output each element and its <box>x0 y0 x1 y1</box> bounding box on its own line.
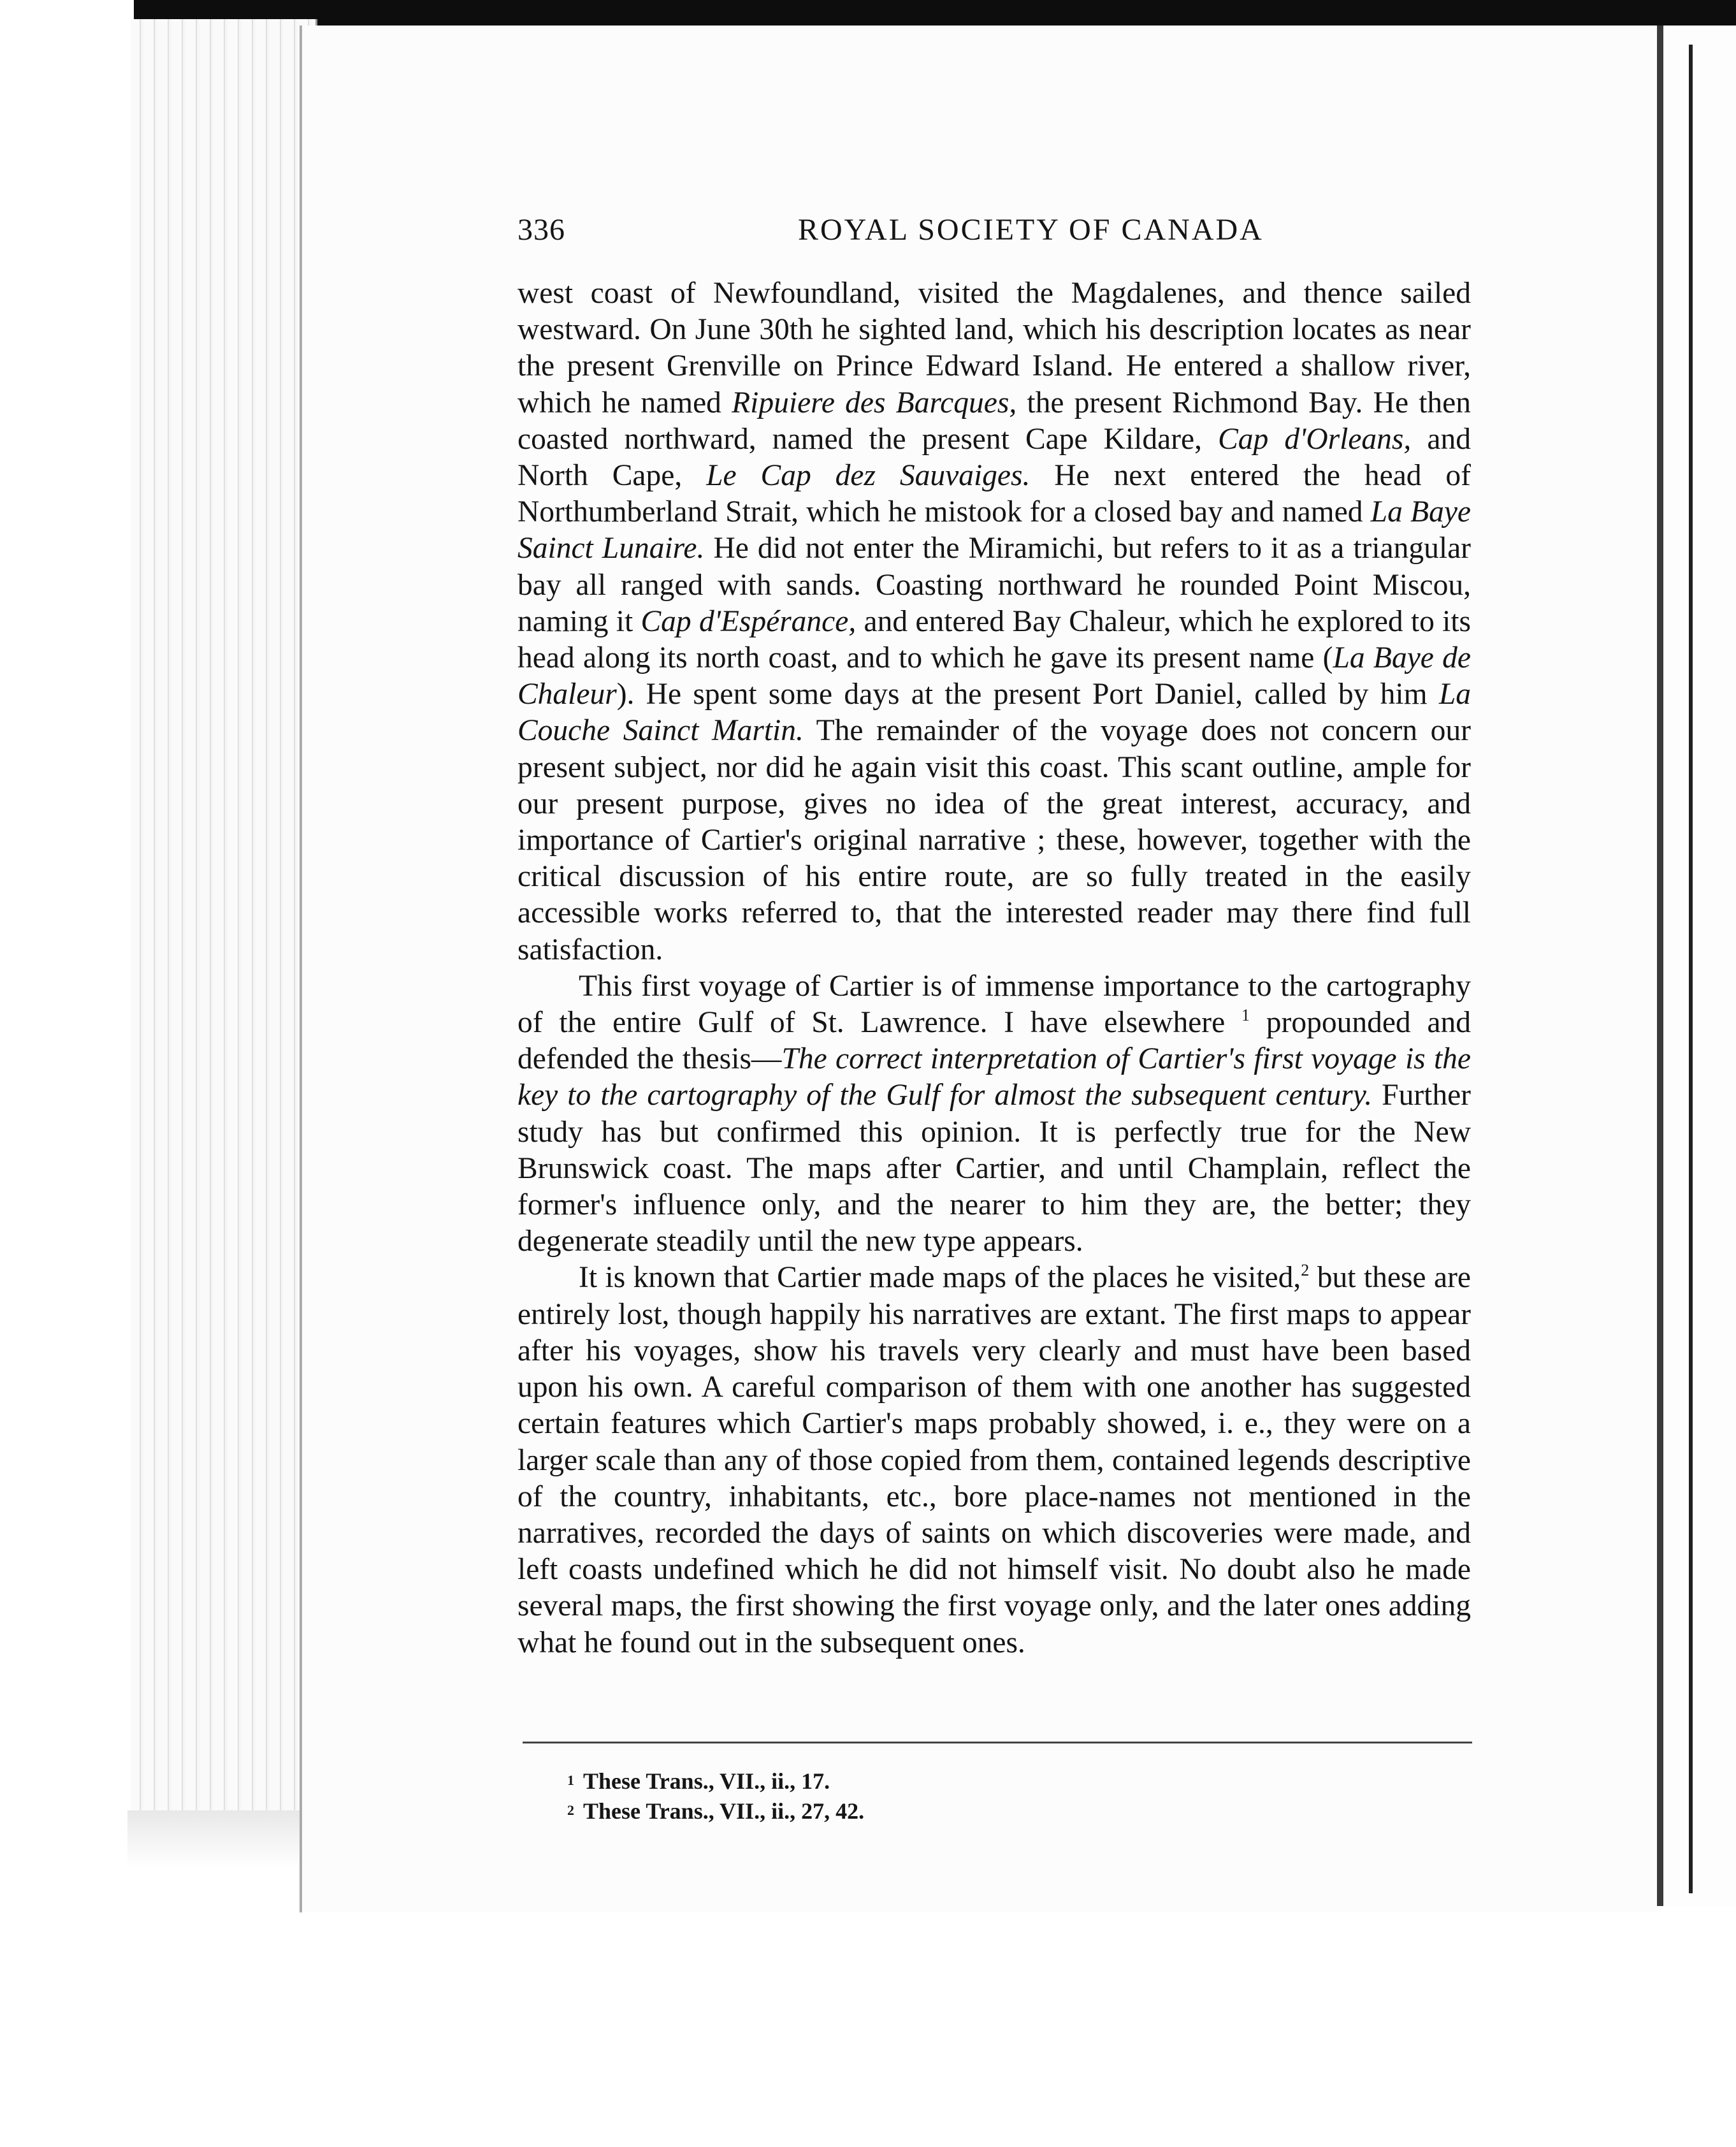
text-run: This first voyage of Cartier is of immense importance to the cartography of the entire Gulf of St. Lawrence. I have elsewhere <box>517 969 1471 1040</box>
footnote <box>567 1766 1396 1796</box>
paragraph <box>517 275 1471 968</box>
page-number: 336 <box>517 213 565 247</box>
text-run: He next entered the head of Northumberland Strait, which he mistook for a closed bay and named <box>517 459 1471 529</box>
footnote-text: These Trans., VII., ii., 17. <box>583 1768 830 1794</box>
italic-text: Cap d'Espérance, <box>640 604 857 638</box>
text-run: and entered Bay Chaleur, which he explored to its head along its north coast, and to which he gave its present name ( <box>517 604 1471 675</box>
page-header <box>517 212 1473 251</box>
text-run: The remainder of the voyage does not concern our present subject, nor did he again visit this coast. This scant outline, ample for our present purpose, gives no idea of the great interest, accuracy, and importance of Cartier's original narrative ; these, however, together with the critical discussion of his entire route, are so fully treated in the easily accessible works referred to, that the interested reader may there find full satisfaction. <box>517 714 1471 966</box>
footnote-mark: 1 <box>567 1772 574 1788</box>
footnote <box>567 1796 1396 1826</box>
text-run: the present Richmond Bay. He then coasted northward, named the present Cape Kildare, <box>517 386 1472 456</box>
text-run: propounded and defended the thesis— <box>517 1006 1472 1076</box>
running-head: ROYAL SOCIETY OF CANADA <box>798 213 1264 247</box>
text-run: ). He spent some days at the present Port Daniel, called by him <box>616 678 1439 711</box>
text-run: but these are entirely lost, though happily his narratives are extant. The first maps to appear after his voyages, show his travels very clearly and must have been based upon his own. A careful comparison of them with one another has suggested certain features which Cartier's maps probably showed, i. e., they were on a larger scale than any of those copied from them, contained legends descriptive of the country, inhabitants, etc., bore place-names not mentioned in the narratives, recorded the days of saints on which discoveries were made, and left coasts undefined which he did not himself visit. No doubt also he made several maps, the first showing the first voyage only, and the later ones adding what he found out in the subsequent ones. <box>517 1261 1471 1659</box>
text-run: It is known that Cartier made maps of the places he visited, <box>579 1261 1301 1295</box>
text-run: west coast of Newfoundland, visited the Magdalenes, and thence sailed westward. On June 30th he sighted land, which his description locates as near the present Grenville on Prince Edward Island. He entered a shallow river, which he named <box>517 277 1471 419</box>
italic-text: La Baye de Chaleur <box>517 641 1471 711</box>
italic-text: Le Cap dez Sauvaiges. <box>706 459 1031 493</box>
facing-page-sliver <box>1663 25 1736 1906</box>
text-run: Further study has but confirmed this opinion. It is perfectly true for the New Brunswick coast. The maps after Cartier, and until Champlain, reflect the former's influence only, and the nearer to him they are, the better; they degenerate steadily until the new type appears. <box>517 1079 1471 1258</box>
italic-text: La Baye Sainct Lunaire. <box>517 495 1471 565</box>
footnote-divider <box>523 1742 1472 1743</box>
italic-text: The correct interpretation of Cartier's first voyage is the key to the cartography of the Gulf for almost the subsequent century. <box>517 1042 1471 1112</box>
footnote-text: These Trans., VII., ii., 27, 42. <box>583 1798 865 1824</box>
footnote-mark: 2 <box>567 1802 574 1818</box>
book-page-edges <box>131 19 317 1842</box>
text-run: He did not enter the Miramichi, but refers to it as a triangular bay all ranged with sands. Coasting northward he rounded Point Miscou, naming it <box>517 532 1471 638</box>
footnote-ref: 1 <box>1241 1006 1250 1025</box>
book-gutter <box>1657 25 1663 1906</box>
paragraph <box>517 1260 1471 1661</box>
footnotes <box>567 1766 1396 1826</box>
paragraph <box>517 968 1471 1260</box>
scan-left-margin <box>0 0 134 2147</box>
footnote-ref: 2 <box>1301 1261 1310 1280</box>
italic-text: Ripuiere des Barcques, <box>732 386 1017 419</box>
page-edge-shadow <box>127 1810 319 1868</box>
italic-text: La Couche Sainct Martin. <box>517 678 1471 748</box>
text-run: and North Cape, <box>517 422 1471 493</box>
body-text <box>517 275 1471 1661</box>
italic-text: Cap d'Orleans, <box>1218 422 1412 456</box>
facing-page-edge <box>1689 45 1693 1893</box>
